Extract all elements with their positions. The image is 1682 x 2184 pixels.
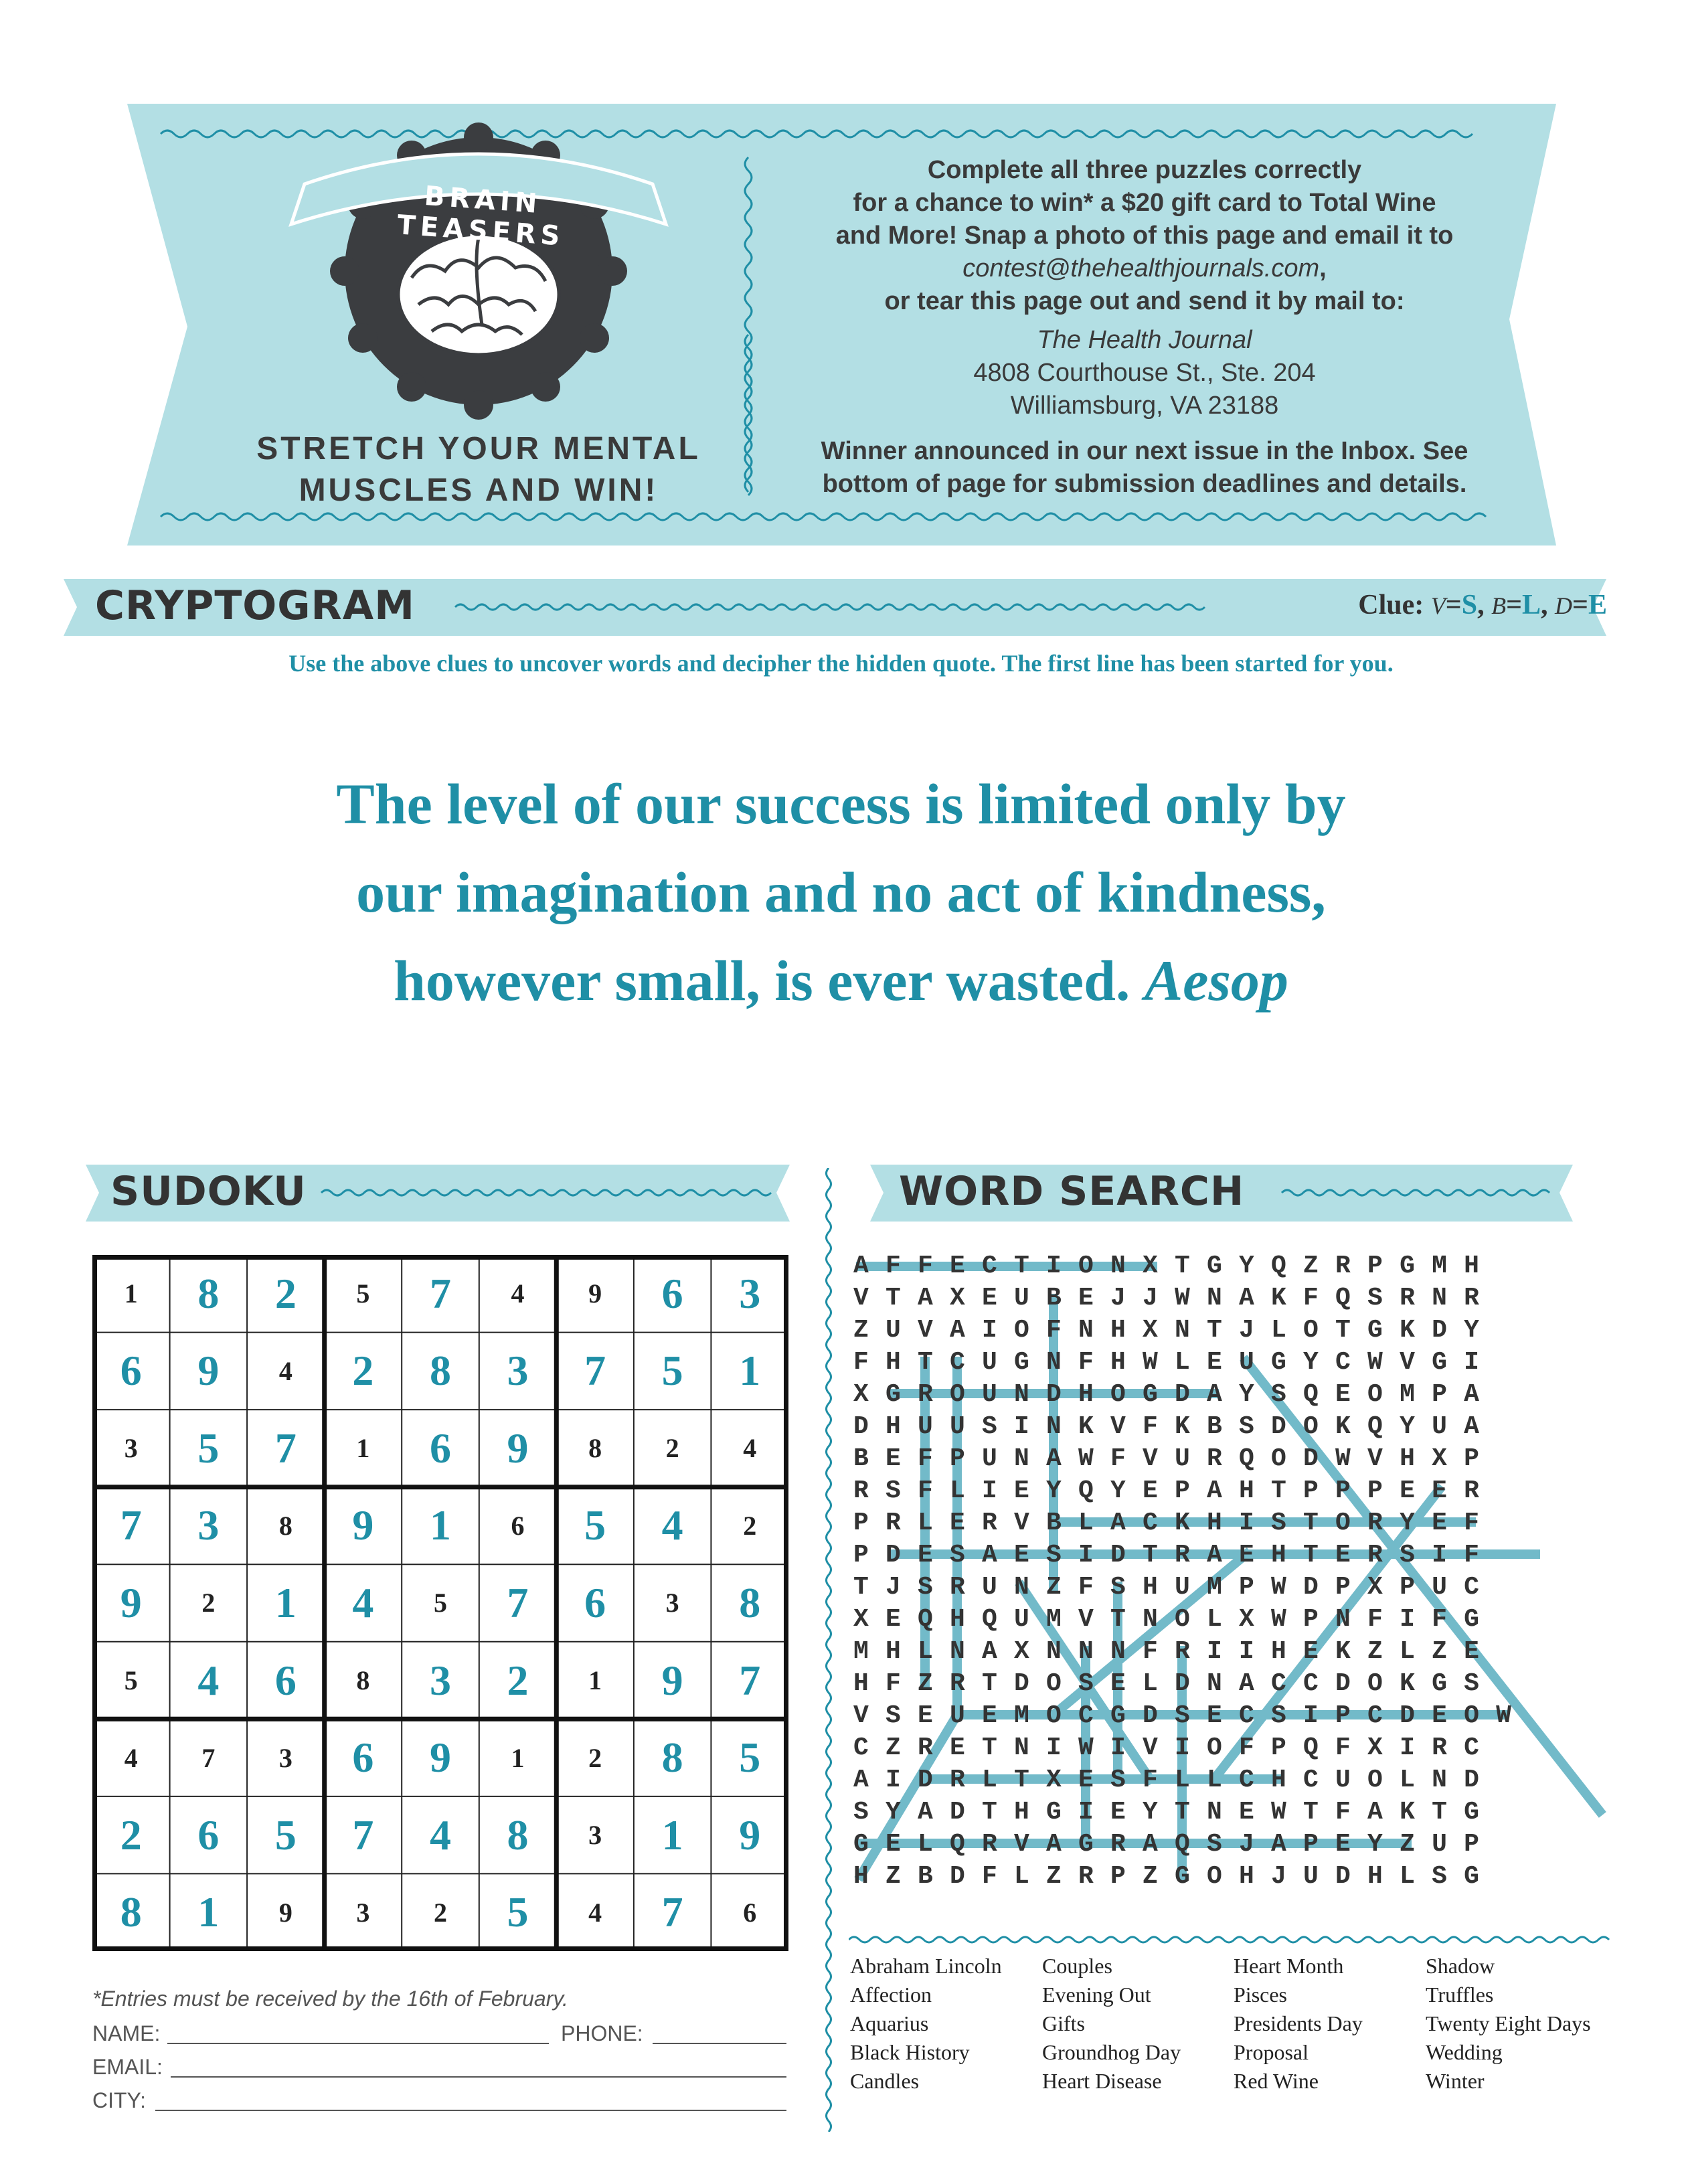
sudoku-cell-given: 3 — [124, 1433, 138, 1464]
sudoku-cell-entered[interactable]: 5 — [507, 1888, 529, 1936]
sudoku-cell-entered[interactable]: 6 — [274, 1656, 297, 1704]
sudoku-cell-given: 6 — [511, 1510, 525, 1541]
cryptogram-title: CRYPTOGRAM — [95, 582, 415, 629]
sudoku-cell-given: 1 — [124, 1278, 138, 1309]
sudoku-cell-entered[interactable]: 9 — [352, 1501, 374, 1549]
sudoku-cell-entered[interactable]: 1 — [661, 1811, 683, 1859]
word-search-title: WORD SEARCH — [899, 1168, 1245, 1215]
clue-eq: = — [1506, 590, 1523, 620]
sudoku-cell-entered[interactable]: 1 — [429, 1501, 451, 1549]
intro-line-1: Complete all three puzzles correctly — [927, 156, 1362, 184]
cryptogram-instructions: Use the above clues to uncover words and decipher the hidden quote. The first line has been started for you. — [288, 650, 1394, 677]
word-search-row: CZRETNIWIVIOFPQFXIRC — [853, 1734, 1497, 1762]
sudoku-cell-entered[interactable]: 6 — [584, 1578, 606, 1626]
sudoku-cell-entered[interactable]: 9 — [739, 1811, 761, 1859]
word-list-col-2 — [1042, 1952, 1181, 2096]
sudoku-cell-given: 7 — [201, 1742, 216, 1773]
sudoku-cell-entered[interactable]: 6 — [120, 1347, 142, 1395]
word-search-row: PRLERVBLACKHISTORYEF — [853, 1509, 1497, 1537]
winner-line-2: bottom of page for submission deadlines and details. — [822, 470, 1467, 498]
word-list-item: Candles — [850, 2069, 920, 2093]
badge-text: BRAIN TEASERS — [396, 180, 566, 252]
sudoku-cell-given: 3 — [588, 1820, 602, 1851]
sudoku-cell-given: 8 — [588, 1433, 602, 1464]
word-search-row: BEFPUNAWFVURQODWVHXP — [853, 1444, 1497, 1473]
sudoku-cell-entered[interactable]: 4 — [197, 1656, 220, 1704]
word-search-row: XEQHQUMVTNOLXWPNFIFG — [853, 1605, 1497, 1634]
sudoku-cell-entered[interactable]: 6 — [197, 1811, 220, 1859]
sudoku-cell-given: 1 — [511, 1742, 525, 1773]
sudoku-cell-entered[interactable]: 2 — [507, 1656, 529, 1704]
phone-label: PHONE: — [561, 2021, 643, 2045]
sudoku-cell-entered[interactable]: 2 — [352, 1347, 374, 1395]
word-search-row: AIDRLTXESFLLCHCUOLND — [853, 1766, 1497, 1794]
sudoku-cell-entered[interactable]: 7 — [274, 1424, 297, 1472]
sudoku-cell-entered[interactable]: 7 — [429, 1269, 451, 1317]
entries-deadline-note: *Entries must be received by the 16th of February. — [92, 1987, 568, 2011]
word-list-item: Heart Disease — [1042, 2069, 1162, 2093]
sudoku-cell-entered[interactable]: 9 — [429, 1734, 451, 1782]
word-list-item: Heart Month — [1234, 1954, 1344, 1978]
word-search-row: DHUUSINKVFKBSDOKQYUA — [853, 1412, 1497, 1441]
word-list-item: Black History — [850, 2040, 970, 2064]
sudoku-cell-given: 5 — [124, 1665, 138, 1696]
sudoku-cell-given: 4 — [511, 1278, 525, 1309]
sudoku-cell-given: 2 — [201, 1588, 216, 1618]
clue-eq: = — [1572, 590, 1588, 620]
word-search-row: XGROUNDHOGDAYSQEOMPA — [853, 1380, 1497, 1409]
word-list-item: Pisces — [1234, 1983, 1287, 2007]
address-line-2: 4808 Courthouse St., Ste. 204 — [973, 359, 1316, 387]
contest-intro — [763, 154, 1526, 318]
sudoku-cell-given: 2 — [743, 1510, 757, 1541]
sudoku-cell-entered[interactable]: 5 — [584, 1501, 606, 1549]
sudoku-cell-entered[interactable]: 7 — [507, 1578, 529, 1626]
word-list-item: Red Wine — [1234, 2069, 1319, 2093]
sudoku-cell-given: 4 — [278, 1355, 292, 1386]
sudoku-cell-entered[interactable]: 5 — [739, 1734, 761, 1782]
sudoku-cell-entered[interactable]: 9 — [507, 1424, 529, 1472]
address-line-3: Williamsburg, VA 23188 — [1010, 392, 1279, 420]
sudoku-cell-entered[interactable]: 1 — [274, 1578, 297, 1626]
word-search-grid — [845, 1252, 1608, 1894]
sudoku-cell-given: 8 — [278, 1510, 292, 1541]
sudoku-cell-entered[interactable]: 7 — [739, 1656, 761, 1704]
sudoku-cell-given: 2 — [588, 1742, 602, 1773]
sudoku-cell-entered[interactable]: 5 — [197, 1424, 220, 1472]
sudoku-cell-entered[interactable]: 7 — [584, 1347, 606, 1395]
sudoku-cell-given: 2 — [665, 1433, 679, 1464]
word-search-row: HZBDFLZRPZGOHJUDHLSG — [853, 1862, 1497, 1891]
tagline — [231, 428, 726, 511]
sudoku-cell-given: 3 — [278, 1742, 292, 1773]
quote-line-3: however small, is ever wasted. — [394, 948, 1130, 1013]
sudoku-cell-entered[interactable]: 5 — [661, 1347, 683, 1395]
sudoku-cell-given: 8 — [356, 1665, 370, 1696]
sudoku-cell-entered[interactable]: 4 — [661, 1501, 683, 1549]
word-list-item: Groundhog Day — [1042, 2040, 1181, 2064]
sudoku-cell-given: 5 — [356, 1278, 370, 1309]
sudoku-cell-entered[interactable]: 7 — [120, 1501, 142, 1549]
contest-email-link[interactable]: contest@thehealthjournals.com — [962, 254, 1320, 282]
clue-label: Clue: — [1358, 590, 1424, 620]
sudoku-cell-entered[interactable]: 5 — [274, 1811, 297, 1859]
word-list-divider — [849, 1933, 1612, 1946]
sudoku-cell-entered[interactable]: 6 — [661, 1269, 683, 1317]
clue-sep: , — [1541, 590, 1548, 620]
sudoku-cell-entered[interactable]: 8 — [120, 1888, 142, 1936]
clue-code: D — [1555, 592, 1573, 619]
word-search-row: PDESAESIDTRAEHTERSIF — [853, 1541, 1497, 1570]
city-label: CITY: — [92, 2088, 147, 2112]
sudoku-cell-entered[interactable]: 7 — [661, 1888, 683, 1936]
word-list-item: Truffles — [1426, 1983, 1494, 2007]
clue-letter: S — [1461, 590, 1478, 620]
word-list-col-4 — [1426, 1952, 1591, 2096]
word-list-item: Gifts — [1042, 2011, 1085, 2035]
mailing-address — [763, 324, 1526, 422]
sudoku-cell-entered[interactable]: 8 — [739, 1578, 761, 1626]
winner-note — [763, 435, 1526, 501]
sudoku-cell-entered[interactable]: 3 — [507, 1347, 529, 1395]
cryptogram-clue — [1358, 589, 1607, 621]
name-field[interactable] — [167, 2043, 549, 2044]
tagline-line-1: STRETCH YOUR MENTAL — [256, 431, 701, 467]
sudoku-cell-given: 3 — [356, 1897, 370, 1928]
word-list-item: Wedding — [1426, 2040, 1503, 2064]
word-list-col-1 — [850, 1952, 1002, 2096]
sudoku-cell-entered[interactable]: 3 — [429, 1656, 451, 1704]
word-list-item: Twenty Eight Days — [1426, 2011, 1591, 2035]
sudoku-grid — [92, 1255, 788, 1951]
word-list-col-3 — [1234, 1952, 1363, 2096]
email-comma: , — [1319, 254, 1327, 282]
word-search-row: HFZRTDOSELDNACCDOKGS — [853, 1669, 1497, 1698]
sudoku-cell-given: 6 — [743, 1897, 757, 1928]
sudoku-cell-entered[interactable]: 6 — [352, 1734, 374, 1782]
clue-eq: = — [1445, 590, 1462, 620]
sudoku-cell-entered[interactable]: 4 — [429, 1811, 451, 1859]
sudoku-cell-entered[interactable]: 2 — [120, 1811, 142, 1859]
address-line-1: The Health Journal — [1037, 326, 1252, 354]
word-search-row: TJSRUNZFSHUMPWDPXPUC — [853, 1573, 1497, 1602]
clue-code: V — [1430, 592, 1446, 619]
sudoku-cell-entered[interactable]: 8 — [197, 1269, 220, 1317]
clue-letter: L — [1522, 590, 1541, 620]
sudoku-cell-given: 1 — [356, 1433, 370, 1464]
winner-line-1: Winner announced in our next issue in the Inbox. See — [821, 437, 1468, 465]
word-list-item: Shadow — [1426, 1954, 1495, 1978]
word-search-row: GELQRVAGRAQSJAPEYZUP — [853, 1830, 1497, 1859]
word-search-row: RSFLIEYQYEPAHTPPPEER — [853, 1477, 1497, 1505]
word-search-row: MHLNAXNNNFRIIHEKZLZE — [853, 1637, 1497, 1666]
sudoku-cell-given: 4 — [743, 1433, 757, 1464]
tagline-line-2: MUSCLES AND WIN! — [299, 473, 659, 508]
clue-code: B — [1491, 592, 1507, 619]
sudoku-cell-entered[interactable]: 3 — [197, 1501, 220, 1549]
sudoku-cell-given: 5 — [433, 1588, 447, 1618]
sudoku-cell-entered[interactable]: 4 — [352, 1578, 374, 1626]
clue-sep: , — [1477, 590, 1485, 620]
city-field[interactable] — [155, 2110, 786, 2111]
sudoku-cell-given: 4 — [124, 1742, 138, 1773]
word-list-item: Aquarius — [850, 2011, 929, 2035]
sudoku-cell-entered[interactable]: 8 — [507, 1811, 529, 1859]
word-search-row: VTAXEUBEJJWNAKFQSRNR — [853, 1284, 1497, 1313]
word-search-row: ZUVAIOFNHXNTJLOTGKDY — [853, 1316, 1497, 1345]
word-search-row: VSEUEMOCGDSECSIPCDEOW — [853, 1701, 1529, 1730]
sudoku-cell-entered[interactable]: 3 — [739, 1269, 761, 1317]
sudoku-title: SUDOKU — [110, 1168, 307, 1215]
word-list-item: Presidents Day — [1234, 2011, 1363, 2035]
sudoku-cell-given: 4 — [588, 1897, 602, 1928]
sudoku-cell-entered[interactable]: 8 — [429, 1347, 451, 1395]
sudoku-cell-entered[interactable]: 9 — [197, 1347, 220, 1395]
email-field[interactable] — [171, 2076, 786, 2078]
sudoku-cell-given: 1 — [588, 1665, 602, 1696]
sudoku-cell-given: 2 — [433, 1897, 447, 1928]
word-list-item: Winter — [1426, 2069, 1485, 2093]
sudoku-cell-entered[interactable]: 9 — [661, 1656, 683, 1704]
brain-icon — [398, 234, 559, 355]
clue-letter: E — [1588, 590, 1607, 620]
sudoku-cell-entered[interactable]: 8 — [661, 1734, 683, 1782]
quote-author: Aesop — [1144, 948, 1288, 1013]
email-label: EMAIL: — [92, 2055, 163, 2079]
word-list-item: Proposal — [1234, 2040, 1309, 2064]
sudoku-cell-entered[interactable]: 7 — [352, 1811, 374, 1859]
cryptogram-quote — [134, 760, 1548, 1025]
word-list-item: Couples — [1042, 1954, 1112, 1978]
sudoku-cell-entered[interactable]: 1 — [197, 1888, 220, 1936]
quote-line-1: The level of our success is limited only by — [336, 772, 1346, 836]
sudoku-cell-given: 9 — [588, 1278, 602, 1309]
intro-line-2: for a chance to win* a $20 gift card to Total Wine — [853, 189, 1436, 217]
word-list-item: Evening Out — [1042, 1983, 1151, 2007]
sudoku-cell-given: 9 — [278, 1897, 292, 1928]
sudoku-cell-entered[interactable]: 9 — [120, 1578, 142, 1626]
word-list-item: Affection — [850, 1983, 932, 2007]
intro-line-3: and More! Snap a photo of this page and email it to — [835, 222, 1454, 250]
word-list-item: Abraham Lincoln — [850, 1954, 1002, 1978]
phone-field[interactable] — [653, 2043, 786, 2044]
word-search-row: FHTCUGNFHWLEUGYCWVGI — [853, 1348, 1497, 1377]
sudoku-cell-entered[interactable]: 2 — [274, 1269, 297, 1317]
name-label: NAME: — [92, 2021, 161, 2045]
sudoku-cell-entered[interactable]: 1 — [739, 1347, 761, 1395]
word-search-row: AFFECTIONXTGYQZRPGMH — [853, 1252, 1497, 1280]
sudoku-cell-entered[interactable]: 6 — [429, 1424, 451, 1472]
intro-line-4: or tear this page out and send it by mail to: — [884, 287, 1405, 315]
word-search-row: SYADTHGIEYTNEWTFAKTG — [853, 1798, 1497, 1827]
quote-line-2: our imagination and no act of kindness, — [356, 860, 1326, 924]
sudoku-cell-given: 3 — [665, 1588, 679, 1618]
column-divider — [822, 1168, 835, 2132]
